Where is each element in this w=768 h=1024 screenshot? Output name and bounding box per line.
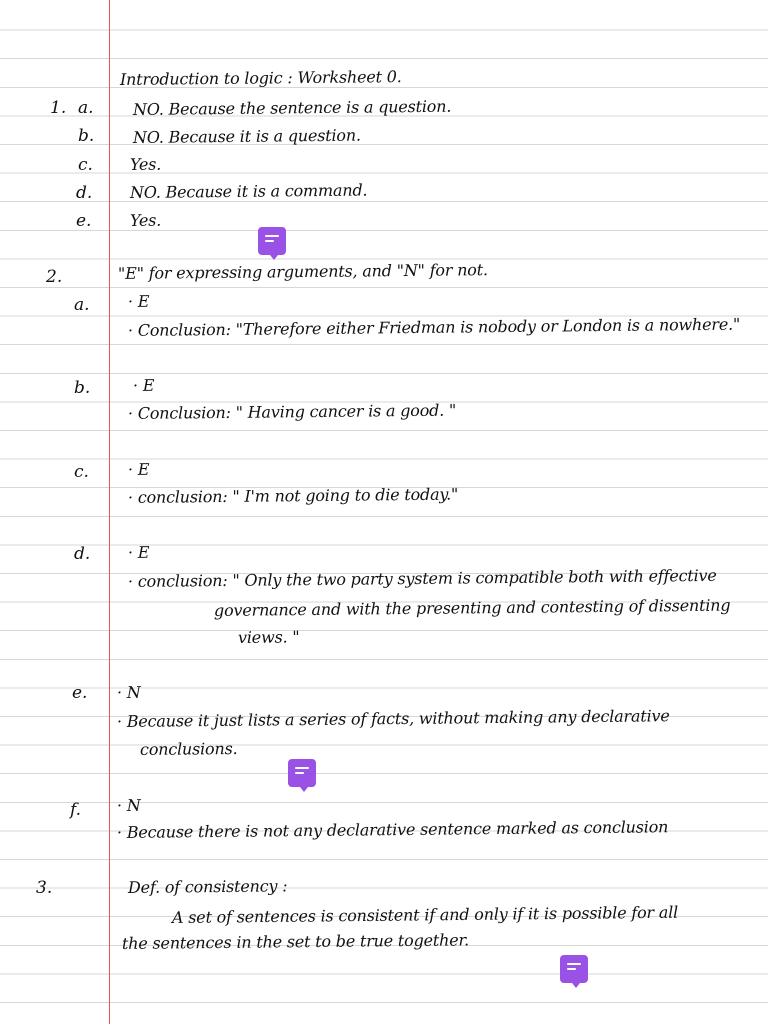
q1a-label: a.	[78, 98, 94, 118]
q2a-label: a.	[74, 295, 90, 315]
q1c-label: c.	[78, 155, 93, 175]
q2b-conclusion: · Conclusion: " Having cancer is a good. "	[127, 400, 457, 423]
q2a-conclusion: · Conclusion: "Therefore either Friedman is nobody or London is a nowhere."	[127, 314, 741, 340]
q2f-mark: · N	[116, 795, 141, 815]
q1e-label: e.	[76, 211, 92, 231]
q2-intro: "E" for expressing arguments, and "N" for not.	[117, 260, 488, 283]
q2b-mark: · E	[132, 375, 155, 395]
q2c-conclusion: · conclusion: " I'm not going to die today."	[127, 484, 459, 507]
q2e-reason-line2: conclusions.	[139, 738, 238, 759]
worksheet-title: Introduction to logic : Worksheet 0.	[119, 67, 402, 89]
q2d-conclusion-line3: views. "	[237, 627, 300, 647]
q2e-mark: · N	[116, 682, 141, 702]
q1b-label: b.	[78, 126, 95, 146]
q1d-label: d.	[76, 183, 93, 203]
q3-definition-line2: the sentences in the set to be true together.	[121, 930, 470, 953]
q2e-label: e.	[72, 683, 88, 703]
q2d-conclusion-line2: governance and with the presenting and contesting of dissenting	[213, 595, 731, 620]
q1c-answer: Yes.	[129, 154, 162, 174]
q1-number: 1.	[50, 98, 67, 118]
q1e-answer: Yes.	[129, 210, 162, 230]
q2c-label: c.	[74, 462, 89, 482]
q2f-reason: · Because there is not any declarative sentence marked as conclusion	[116, 817, 669, 842]
q3-definition-line1: A set of sentences is consistent if and only if it is possible for all	[171, 902, 679, 927]
q1a-answer: NO. Because the sentence is a question.	[132, 96, 452, 119]
q2d-conclusion-line1: · conclusion: " Only the two party system is compatible both with effective	[127, 565, 717, 591]
q1d-answer: NO. Because it is a command.	[129, 180, 368, 202]
q1b-answer: NO. Because it is a question.	[132, 125, 361, 147]
q3-heading: Def. of consistency :	[127, 876, 288, 897]
q2e-reason-line1: · Because it just lists a series of facts, without making any declarative	[116, 706, 670, 731]
q2-number: 2.	[46, 267, 63, 287]
comment-note-icon[interactable]	[258, 227, 286, 255]
q2d-mark: · E	[127, 542, 150, 562]
comment-note-icon[interactable]	[288, 759, 316, 787]
margin-line	[109, 0, 110, 1024]
q2d-label: d.	[74, 544, 91, 564]
q2b-label: b.	[74, 378, 91, 398]
q3-number: 3.	[36, 878, 53, 898]
comment-note-icon[interactable]	[560, 955, 588, 983]
q2c-mark: · E	[127, 459, 150, 479]
q2a-mark: · E	[127, 291, 150, 311]
q2f-label: f.	[70, 800, 82, 820]
